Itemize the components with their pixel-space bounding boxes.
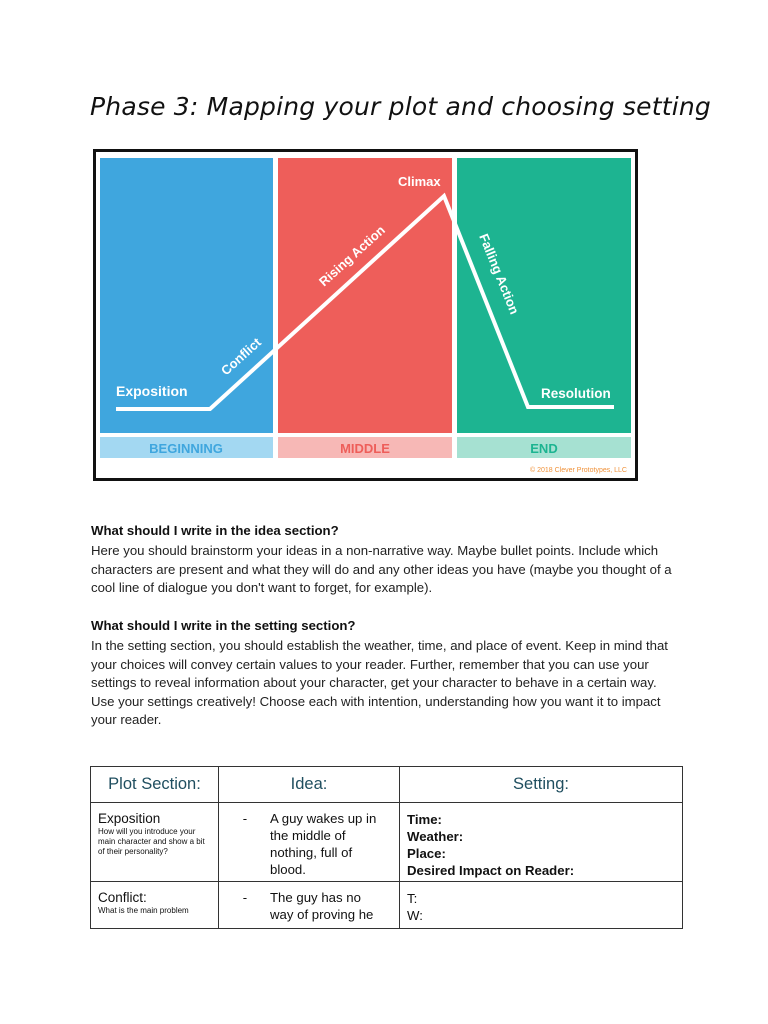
header-idea: Idea: (219, 767, 400, 803)
idea-cell[interactable] (219, 803, 400, 882)
idea-section-heading: What should I write in the idea section? (91, 523, 339, 538)
band-middle-label: MIDDLE (340, 441, 390, 456)
setting-section-body: In the setting section, you should establish the weather, time, and place of event. Keep in mind that your choices will convey certain values to your reader. Further, remember that you can use your settings to reveal information about your character, get your character to behave in a certain way. Use your settings creatively! Choose each with intention, understanding how you want it to impact your reader. (91, 638, 668, 727)
section-note: How will you introduce your main character and show a bit of their personality? (98, 827, 205, 856)
page-title: Phase 3: Mapping your plot and choosing setting (90, 92, 711, 121)
exposition-label: Exposition (116, 383, 188, 399)
header-setting: Setting: (400, 767, 683, 803)
setting-time: Time: (407, 812, 442, 827)
band-beginning-label: BEGINNING (149, 441, 223, 456)
section-note: What is the main problem (98, 906, 189, 915)
idea-text: A guy wakes up in the middle of nothing, full of blood. (270, 811, 377, 877)
rising-action-label: Rising Action (315, 222, 388, 290)
header-plot-section: Plot Section: (91, 767, 219, 803)
plot-table (90, 766, 683, 929)
bullet-dash: - (242, 811, 248, 826)
setting-time: T: (407, 891, 418, 906)
table-row (91, 882, 683, 929)
idea-cell[interactable] (219, 882, 400, 929)
setting-place: Place: (407, 846, 446, 861)
table-header-row (91, 767, 683, 803)
bullet-dash: - (242, 890, 248, 905)
setting-desired-impact: Desired Impact on Reader: (407, 863, 575, 878)
plot-diagram-svg (96, 152, 635, 478)
band-end-label: END (530, 441, 558, 456)
setting-cell[interactable] (400, 803, 683, 882)
idea-text: The guy has no way of proving he (270, 890, 374, 922)
copyright-text: © 2018 Clever Prototypes, LLC (530, 467, 627, 474)
plot-diagram (93, 149, 638, 481)
setting-section-heading: What should I write in the setting section? (91, 618, 356, 633)
section-name: Conflict: (98, 890, 147, 905)
panel-middle (278, 158, 452, 433)
setting-weather: Weather: (407, 829, 464, 844)
climax-label: Climax (398, 174, 441, 189)
resolution-label: Resolution (541, 386, 611, 401)
setting-cell[interactable] (400, 882, 683, 929)
falling-action-label: Falling Action (476, 231, 523, 317)
idea-section-body: Here you should brainstorm your ideas in a non-narrative way. Maybe bullet points. Include which characters are present and what they will do and any other ideas you have (maybe you thought of a cool line of dialogue you don't want to forget, for example). (91, 543, 672, 595)
section-name: Exposition (98, 811, 161, 826)
conflict-label: Conflict (217, 334, 264, 379)
setting-weather: W: (407, 908, 423, 923)
plot-section-cell[interactable] (91, 803, 219, 882)
table-row (91, 803, 683, 882)
plot-section-cell[interactable] (91, 882, 219, 929)
